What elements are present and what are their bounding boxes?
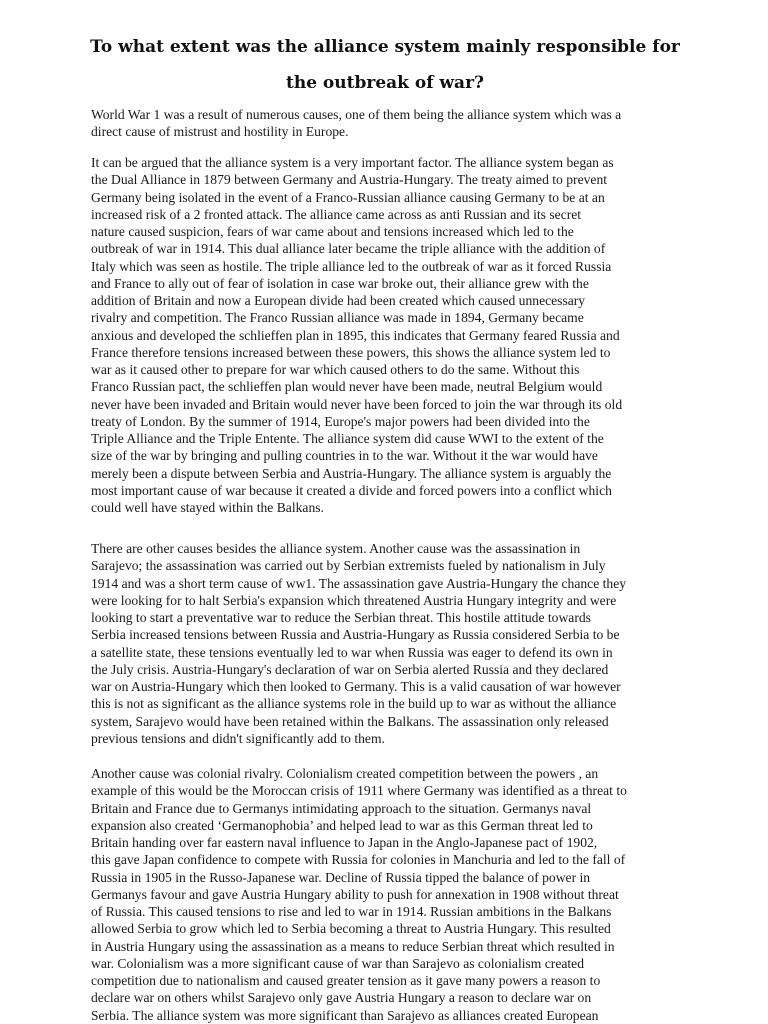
text-line: expansion also created ‘Germanophobia’ and helped lead to war as this German threat led to bbox=[91, 817, 593, 833]
text-line: looking to start a preventative war to reduce the Serbian threat. This hostile attitude towards bbox=[91, 610, 591, 625]
text-line: Russia in 1905 in the Russo-Japanese war. Decline of Russia tipped the balance of power in bbox=[91, 869, 591, 885]
text-line: Britain handing over far eastern naval influence to Japan in the Anglo-Japanese pact of 1902, bbox=[91, 835, 598, 850]
text-line: could well have stayed within the Balkans. bbox=[91, 500, 324, 515]
paragraph-introduction bbox=[91, 106, 691, 141]
text-line: a satellite state, these tensions eventually led to war when Russia was eager to defend its own in bbox=[91, 644, 613, 660]
text-line: treaty of London. By the summer of 1914, Europe's major powers had been divided into the bbox=[91, 413, 590, 429]
text-line: were looking for to halt Serbia's expansion which threatened Austria Hungary integrity and were bbox=[91, 592, 617, 608]
text-line: It can be argued that the alliance system is a very important factor. The alliance system began as bbox=[91, 155, 614, 170]
text-line: direct cause of mistrust and hostility in Europe. bbox=[91, 124, 349, 140]
text-line: this is not as significant as the alliance systems role in the build up to war as without the alliance bbox=[91, 696, 617, 712]
text-line: 1914 and was a short term cause of ww1. The assassination gave Austria-Hungary the chance they bbox=[91, 575, 627, 591]
text-line: the Dual Alliance in 1879 between Germany and Austria-Hungary. The treaty aimed to prevent bbox=[91, 172, 608, 188]
text-line: war. Colonialism was a more significant cause of war than Sarajevo as colonialism created bbox=[91, 955, 584, 971]
paragraph-colonial-rivalry bbox=[91, 765, 691, 1024]
text-line: most important cause of war because it created a divide and forced powers into a conflict which bbox=[91, 482, 612, 498]
text-line: anxious and developed the schlieffen plan in 1895, this indicates that Germany feared Russia and bbox=[91, 327, 620, 343]
text-line: addition of Britain and now a European divide had been created which caused unnecessary bbox=[91, 293, 586, 308]
essay-title-line-2: the outbreak of war? bbox=[285, 73, 484, 93]
paragraph-alliance-system bbox=[91, 154, 691, 516]
text-line: war on Austria-Hungary which then looked to Germany. This is a valid causation of war however bbox=[91, 679, 621, 694]
text-line: never have been invaded and Britain would never have been forced to join the war through its old bbox=[91, 396, 623, 412]
text-line: Triple Alliance and the Triple Entente. The alliance system did cause WWI to the extent of the bbox=[91, 431, 604, 446]
text-line: previous tensions and didn't significantly add to them. bbox=[91, 730, 385, 746]
text-line: example of this would be the Moroccan crisis of 1911 where Germany was identified as a threat to bbox=[91, 783, 627, 799]
text-line: merely been a dispute between Serbia and Austria-Hungary. The alliance system is arguably the bbox=[91, 465, 612, 481]
text-line: and France to ally out of fear of isolation in case war broke out, their alliance grew with the bbox=[91, 275, 589, 291]
text-line: Serbia. The alliance system was more significant than Sarajevo as alliances created European bbox=[91, 1007, 599, 1023]
text-line: increased risk of a 2 fronted attack. The alliance came across as anti Russian and its secret bbox=[91, 206, 582, 222]
text-line: nature caused suspicion, fears of war came about and tensions increased which led to the bbox=[91, 224, 574, 239]
text-line: declare war on others whilst Sarajevo only gave Austria Hungary a reason to declare war on bbox=[91, 990, 592, 1006]
text-line: France therefore tensions increased between these powers, this shows the alliance system led to bbox=[91, 344, 611, 360]
text-line: Franco Russian pact, the schlieffen plan would never have been made, neutral Belgium would bbox=[91, 379, 603, 395]
text-line: rivalry and competition. The Franco Russian alliance was made in 1894, Germany became bbox=[91, 310, 584, 326]
text-line: size of the war by bringing and pulling countries in to the war. Without it the war would have bbox=[91, 448, 598, 464]
text-line: outbreak of war in 1914. This dual alliance later became the triple alliance with the addition of bbox=[91, 241, 606, 257]
text-line: There are other causes besides the alliance system. Another cause was the assassination in bbox=[91, 541, 581, 556]
paragraph-sarajevo-assassination bbox=[91, 540, 691, 747]
text-line: in Austria Hungary using the assassination as a means to reduce Serbian threat which resulted in bbox=[91, 938, 615, 954]
text-line: World War 1 was a result of numerous causes, one of them being the alliance system which was a bbox=[91, 107, 622, 122]
text-line: Germanys favour and gave Austria Hungary ability to push for annexation in 1908 without threat bbox=[91, 886, 619, 902]
text-line: Britain and France due to Germanys intimidating approach to the situation. Germanys naval bbox=[91, 800, 592, 816]
essay-title-line-1: To what extent was the alliance system mainly responsible for bbox=[90, 37, 680, 57]
text-line: system, Sarajevo would have been retained within the Balkans. The assassination only released bbox=[91, 713, 609, 729]
text-line: Serbia increased tensions between Russia and Austria-Hungary as Russia considered Serbia to be bbox=[91, 627, 620, 643]
text-line: Sarajevo; the assassination was carried out by Serbian extremists fueled by nationalism in July bbox=[91, 558, 606, 574]
text-line: the July crisis. Austria-Hungary's declaration of war on Serbia alerted Russia and they declared bbox=[91, 661, 609, 677]
text-line: this gave Japan confidence to compete with Russia for colonies in Manchuria and led to the fall of bbox=[91, 852, 626, 868]
text-line: competition due to nationalism and caused greater tension as it gave many powers a reason to bbox=[91, 973, 601, 988]
text-line: Germany being isolated in the event of a Franco-Russian alliance causing Germany to be at an bbox=[91, 189, 605, 205]
text-line: war as it caused other to prepare for war which caused others to do the same. Without this bbox=[91, 362, 580, 377]
text-line: of Russia. This caused tensions to rise and led to war in 1914. Russian ambitions in the Balkans bbox=[91, 904, 612, 919]
text-line: Another cause was colonial rivalry. Colonialism created competition between the powers , an bbox=[91, 766, 599, 781]
text-line: allowed Serbia to grow which led to Serbia becoming a threat to Austria Hungary. This resulted bbox=[91, 921, 611, 937]
text-line: Italy which was seen as hostile. The triple alliance led to the outbreak of war as it forced Russia bbox=[91, 258, 612, 274]
